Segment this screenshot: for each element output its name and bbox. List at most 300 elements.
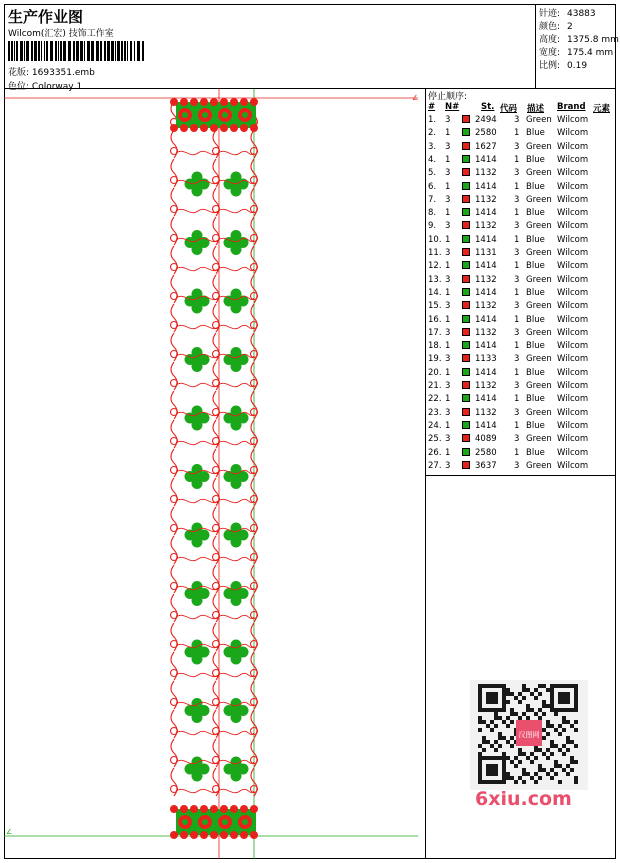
- wave-stitch: [218, 209, 254, 212]
- row-code: 1: [514, 420, 520, 431]
- wave-stitch: [176, 383, 218, 386]
- border-scallop: [210, 98, 218, 106]
- row-brand: Wilcom: [557, 208, 589, 219]
- row-brand: Wilcom: [557, 115, 589, 125]
- motif-quatrefoil: [224, 698, 249, 723]
- row-desc: Green: [526, 327, 552, 338]
- row-index: 7.: [428, 194, 437, 205]
- studio-name: Wilcom(汇宏) 技饰工作室: [8, 29, 114, 39]
- row-index: 19.: [428, 354, 442, 365]
- row-desc: Blue: [526, 261, 545, 272]
- col-header-stitches: St.: [481, 102, 495, 112]
- row-needle: 3: [445, 301, 451, 312]
- color-swatch: [462, 315, 470, 323]
- row-stitches: 1414: [475, 234, 497, 245]
- row-code: 3: [514, 115, 520, 125]
- row-needle: 3: [445, 460, 451, 471]
- motif-quatrefoil: [224, 347, 249, 372]
- table-row: [426, 128, 616, 141]
- border-scallop: [180, 805, 188, 813]
- row-brand: Wilcom: [557, 434, 589, 445]
- color-swatch: [462, 461, 470, 469]
- table-row: [426, 275, 616, 288]
- row-brand: Wilcom: [557, 141, 589, 152]
- table-row: [426, 341, 616, 354]
- row-stitches: 1414: [475, 420, 497, 431]
- stat-width: 宽度: 175.4 mm: [539, 48, 614, 58]
- border-scallop: [190, 805, 198, 813]
- row-code: 1: [514, 447, 520, 458]
- row-index: 18.: [428, 341, 442, 352]
- row-stitches: 1414: [475, 367, 497, 378]
- row-code: 3: [514, 434, 520, 445]
- table-row: [426, 288, 616, 301]
- wave-stitch: [218, 383, 254, 386]
- wave-stitch: [218, 731, 254, 734]
- border-scallop: [190, 124, 198, 132]
- row-code: 1: [514, 287, 520, 298]
- row-code: 3: [514, 248, 520, 258]
- wave-stitch: [176, 267, 218, 270]
- row-index: 15.: [428, 301, 442, 312]
- row-desc: Green: [526, 141, 552, 152]
- color-swatch: [462, 195, 470, 203]
- barcode: [8, 41, 144, 61]
- border-scallop: [220, 124, 228, 132]
- wave-stitch: [176, 557, 218, 560]
- row-index: 12.: [428, 261, 442, 272]
- row-index: 4.: [428, 154, 437, 165]
- motif-quatrefoil: [224, 230, 249, 255]
- row-brand: Wilcom: [557, 301, 589, 312]
- border-motif-center: [222, 112, 228, 118]
- corner-mark-top: ∠: [412, 94, 419, 102]
- wave-stitch: [176, 441, 218, 444]
- border-scallop: [250, 831, 258, 839]
- table-row: [426, 448, 616, 461]
- border-motif-center: [222, 819, 228, 825]
- row-desc: Green: [526, 248, 552, 258]
- wave-stitch: [218, 557, 254, 560]
- row-brand: Wilcom: [557, 194, 589, 205]
- border-scallop: [240, 805, 248, 813]
- row-stitches: 1414: [475, 341, 497, 352]
- border-scallop: [200, 831, 208, 839]
- row-stitches: 1132: [475, 381, 497, 391]
- stat-colors: 颜色: 2: [539, 22, 573, 32]
- row-brand: Wilcom: [557, 168, 589, 179]
- row-desc: Blue: [526, 181, 545, 192]
- wave-stitch: [176, 499, 218, 502]
- stats-panel: [536, 4, 619, 89]
- row-code: 1: [514, 234, 520, 245]
- row-needle: 1: [445, 447, 451, 458]
- row-needle: 3: [445, 407, 451, 418]
- wave-stitch: [176, 789, 218, 792]
- header-panel: [4, 4, 536, 92]
- row-needle: 3: [445, 434, 451, 445]
- motif-quatrefoil: [185, 698, 210, 723]
- row-needle: 3: [445, 141, 451, 152]
- border-scallop: [230, 805, 238, 813]
- wave-stitch: [176, 209, 218, 212]
- row-code: 1: [514, 181, 520, 192]
- row-code: 1: [514, 154, 520, 165]
- row-brand: Wilcom: [557, 314, 589, 325]
- row-needle: 1: [445, 261, 451, 272]
- row-stitches: 4089: [475, 434, 497, 445]
- row-stitches: 2580: [475, 447, 497, 458]
- row-index: 9.: [428, 221, 437, 232]
- corner-mark-bottom: ∠: [6, 828, 13, 836]
- row-needle: 3: [445, 194, 451, 205]
- border-scallop: [170, 124, 178, 132]
- row-code: 1: [514, 394, 520, 405]
- col-header-index: #: [428, 102, 436, 112]
- row-desc: Blue: [526, 154, 545, 165]
- color-swatch: [462, 115, 470, 123]
- wave-stitch: [218, 267, 254, 270]
- row-code: 1: [514, 341, 520, 352]
- row-stitches: 1132: [475, 194, 497, 205]
- row-needle: 3: [445, 221, 451, 232]
- colorway-value: Colorway 1: [31, 82, 83, 92]
- row-needle: 3: [445, 354, 451, 365]
- watermark-brand: 6xiu.com: [475, 788, 572, 810]
- row-desc: Green: [526, 194, 552, 205]
- motif-quatrefoil: [185, 406, 210, 431]
- motif-quatrefoil: [185, 464, 210, 489]
- col-header-needle: N#: [445, 102, 460, 112]
- row-brand: Wilcom: [557, 287, 589, 298]
- row-needle: 1: [445, 367, 451, 378]
- row-code: 3: [514, 168, 520, 179]
- row-index: 8.: [428, 208, 437, 219]
- row-desc: Blue: [526, 314, 545, 325]
- table-row: [426, 461, 616, 474]
- row-index: 21.: [428, 381, 442, 391]
- stat-scale: 比例: 0.19: [539, 61, 588, 71]
- row-index: 2.: [428, 128, 437, 139]
- color-swatch: [462, 394, 470, 402]
- row-index: 25.: [428, 434, 442, 445]
- row-index: 13.: [428, 274, 442, 285]
- row-needle: 3: [445, 274, 451, 285]
- color-swatch: [462, 301, 470, 309]
- stop-sequence-table: [426, 89, 616, 476]
- row-index: 17.: [428, 327, 442, 338]
- row-brand: Wilcom: [557, 381, 589, 391]
- border-scallop: [170, 805, 178, 813]
- table-row: [426, 195, 616, 208]
- row-stitches: 1132: [475, 274, 497, 285]
- color-swatch: [462, 421, 470, 429]
- border-scallop: [170, 831, 178, 839]
- table-row: [426, 235, 616, 248]
- border-scallop: [230, 831, 238, 839]
- color-swatch: [462, 275, 470, 283]
- row-stitches: 1132: [475, 407, 497, 418]
- row-needle: 3: [445, 115, 451, 125]
- row-code: 3: [514, 460, 520, 471]
- row-needle: 1: [445, 394, 451, 405]
- border-scallop: [200, 98, 208, 106]
- color-swatch: [462, 221, 470, 229]
- color-swatch: [462, 208, 470, 216]
- row-desc: Blue: [526, 447, 545, 458]
- stat-stitches: 针迹: 43883: [539, 9, 596, 19]
- border-scallop: [210, 831, 218, 839]
- row-brand: Wilcom: [557, 234, 589, 245]
- row-code: 3: [514, 381, 520, 391]
- row-stitches: 2494: [475, 115, 497, 125]
- wave-stitch: [176, 151, 218, 154]
- motif-quatrefoil: [224, 640, 249, 665]
- row-index: 24.: [428, 420, 442, 431]
- wave-stitch: [218, 441, 254, 444]
- row-index: 16.: [428, 314, 442, 325]
- row-code: 3: [514, 274, 520, 285]
- motif-quatrefoil: [185, 757, 210, 782]
- border-scallop: [200, 805, 208, 813]
- row-brand: Wilcom: [557, 128, 589, 139]
- col-header-element: 元素: [593, 104, 611, 114]
- row-needle: 1: [445, 287, 451, 298]
- col-header-brand: Brand: [557, 102, 586, 112]
- table-row: [426, 434, 616, 447]
- row-needle: 3: [445, 381, 451, 391]
- row-stitches: 1414: [475, 314, 497, 325]
- row-desc: Blue: [526, 394, 545, 405]
- file-line: [8, 65, 95, 78]
- table-row: [426, 248, 616, 261]
- border-scallop: [170, 98, 178, 106]
- border-scallop: [250, 98, 258, 106]
- table-row: [426, 142, 616, 155]
- row-stitches: 1414: [475, 154, 497, 165]
- row-needle: 1: [445, 234, 451, 245]
- row-stitches: 1132: [475, 221, 497, 232]
- wave-stitch: [218, 673, 254, 676]
- border-scallop: [210, 805, 218, 813]
- color-swatch: [462, 408, 470, 416]
- color-swatch: [462, 261, 470, 269]
- embroidery-design: [4, 89, 426, 859]
- border-scallop: [250, 805, 258, 813]
- motif-quatrefoil: [224, 523, 249, 548]
- stat-height: 高度: 1375.8 mm: [539, 35, 619, 45]
- row-code: 3: [514, 407, 520, 418]
- table-row: [426, 315, 616, 328]
- color-swatch: [462, 328, 470, 336]
- row-index: 3.: [428, 141, 437, 152]
- row-brand: Wilcom: [557, 354, 589, 365]
- border-motif-center: [182, 819, 188, 825]
- row-index: 14.: [428, 287, 442, 298]
- table-row: [426, 221, 616, 234]
- table-row: [426, 368, 616, 381]
- color-swatch: [462, 434, 470, 442]
- border-scallop: [240, 124, 248, 132]
- motif-quatrefoil: [185, 172, 210, 197]
- motif-quatrefoil: [185, 289, 210, 314]
- row-needle: 1: [445, 208, 451, 219]
- stop-sequence-title: 停止顺序:: [428, 92, 468, 102]
- row-code: 1: [514, 367, 520, 378]
- row-brand: Wilcom: [557, 261, 589, 272]
- border-scallop: [180, 98, 188, 106]
- border-motif-center: [242, 819, 248, 825]
- row-brand: Wilcom: [557, 181, 589, 192]
- row-stitches: 1414: [475, 208, 497, 219]
- row-desc: Blue: [526, 420, 545, 431]
- row-brand: Wilcom: [557, 460, 589, 471]
- row-desc: Green: [526, 434, 552, 445]
- row-brand: Wilcom: [557, 407, 589, 418]
- colorway-label: 色位:: [8, 82, 30, 92]
- color-swatch: [462, 341, 470, 349]
- row-brand: Wilcom: [557, 327, 589, 338]
- row-index: 26.: [428, 447, 442, 458]
- col-header-code: 代码: [500, 104, 518, 114]
- row-stitches: 1414: [475, 287, 497, 298]
- color-swatch: [462, 155, 470, 163]
- row-desc: Green: [526, 354, 552, 365]
- color-swatch: [462, 288, 470, 296]
- color-swatch: [462, 448, 470, 456]
- motif-quatrefoil: [185, 523, 210, 548]
- row-stitches: 3637: [475, 460, 497, 471]
- motif-quatrefoil: [185, 640, 210, 665]
- table-row: [426, 421, 616, 434]
- wave-stitch: [218, 151, 254, 154]
- row-brand: Wilcom: [557, 274, 589, 285]
- border-scallop: [180, 124, 188, 132]
- row-index: 11.: [428, 248, 442, 258]
- motif-quatrefoil: [224, 406, 249, 431]
- row-needle: 1: [445, 341, 451, 352]
- row-needle: 1: [445, 181, 451, 192]
- row-brand: Wilcom: [557, 221, 589, 232]
- wave-stitch: [176, 731, 218, 734]
- border-scallop: [200, 124, 208, 132]
- row-stitches: 1414: [475, 261, 497, 272]
- row-desc: Green: [526, 460, 552, 471]
- border-scallop: [190, 831, 198, 839]
- table-row: [426, 328, 616, 341]
- row-desc: Blue: [526, 367, 545, 378]
- row-desc: Blue: [526, 287, 545, 298]
- row-index: 27.: [428, 460, 442, 471]
- wave-stitch: [218, 499, 254, 502]
- row-code: 3: [514, 327, 520, 338]
- wave-stitch: [176, 325, 218, 328]
- row-code: 1: [514, 261, 520, 272]
- wave-stitch: [176, 615, 218, 618]
- row-stitches: 1132: [475, 327, 497, 338]
- row-needle: 3: [445, 168, 451, 179]
- color-swatch: [462, 381, 470, 389]
- motif-quatrefoil: [224, 581, 249, 606]
- row-brand: Wilcom: [557, 420, 589, 431]
- color-swatch: [462, 142, 470, 150]
- row-needle: 1: [445, 128, 451, 139]
- row-stitches: 2580: [475, 128, 497, 139]
- qr-badge: 汉图网: [518, 731, 540, 739]
- file-label: 花版:: [8, 68, 30, 78]
- row-code: 3: [514, 141, 520, 152]
- border-scallop: [220, 831, 228, 839]
- row-desc: Green: [526, 301, 552, 312]
- table-row: [426, 155, 616, 168]
- row-index: 5.: [428, 168, 437, 179]
- row-stitches: 1132: [475, 168, 497, 179]
- row-code: 3: [514, 354, 520, 365]
- col-header-desc: 描述: [527, 104, 545, 114]
- row-index: 1.: [428, 115, 437, 125]
- wave-stitch: [218, 325, 254, 328]
- row-desc: Green: [526, 168, 552, 179]
- wave-stitch: [176, 673, 218, 676]
- row-needle: 3: [445, 248, 451, 258]
- row-desc: Green: [526, 221, 552, 232]
- row-desc: Green: [526, 407, 552, 418]
- row-stitches: 1627: [475, 141, 497, 152]
- border-scallop: [220, 805, 228, 813]
- table-row: [426, 208, 616, 221]
- row-desc: Green: [526, 274, 552, 285]
- table-row: [426, 261, 616, 274]
- row-stitches: 1132: [475, 301, 497, 312]
- row-stitches: 1131: [475, 248, 497, 258]
- table-row: [426, 301, 616, 314]
- wave-stitch: [218, 615, 254, 618]
- row-code: 1: [514, 314, 520, 325]
- motif-quatrefoil: [185, 347, 210, 372]
- page-title: 生产作业图: [8, 8, 84, 26]
- row-desc: Green: [526, 115, 552, 125]
- motif-quatrefoil: [185, 230, 210, 255]
- table-row: [426, 115, 616, 128]
- row-brand: Wilcom: [557, 341, 589, 352]
- row-index: 10.: [428, 234, 442, 245]
- row-index: 23.: [428, 407, 442, 418]
- border-scallop: [230, 124, 238, 132]
- border-motif-center: [182, 112, 188, 118]
- row-desc: Blue: [526, 234, 545, 245]
- row-code: 3: [514, 221, 520, 232]
- row-desc: Green: [526, 381, 552, 391]
- border-scallop: [240, 98, 248, 106]
- motif-quatrefoil: [224, 464, 249, 489]
- table-row: [426, 394, 616, 407]
- row-desc: Blue: [526, 341, 545, 352]
- border-motif-center: [202, 819, 208, 825]
- row-needle: 3: [445, 327, 451, 338]
- color-swatch: [462, 235, 470, 243]
- border-scallop: [240, 831, 248, 839]
- border-scallop: [210, 124, 218, 132]
- row-index: 20.: [428, 367, 442, 378]
- row-stitches: 1133: [475, 354, 497, 365]
- row-brand: Wilcom: [557, 367, 589, 378]
- table-row: [426, 354, 616, 367]
- design-preview: [4, 89, 426, 859]
- color-swatch: [462, 248, 470, 256]
- row-code: 3: [514, 194, 520, 205]
- row-code: 1: [514, 208, 520, 219]
- row-stitches: 1414: [475, 394, 497, 405]
